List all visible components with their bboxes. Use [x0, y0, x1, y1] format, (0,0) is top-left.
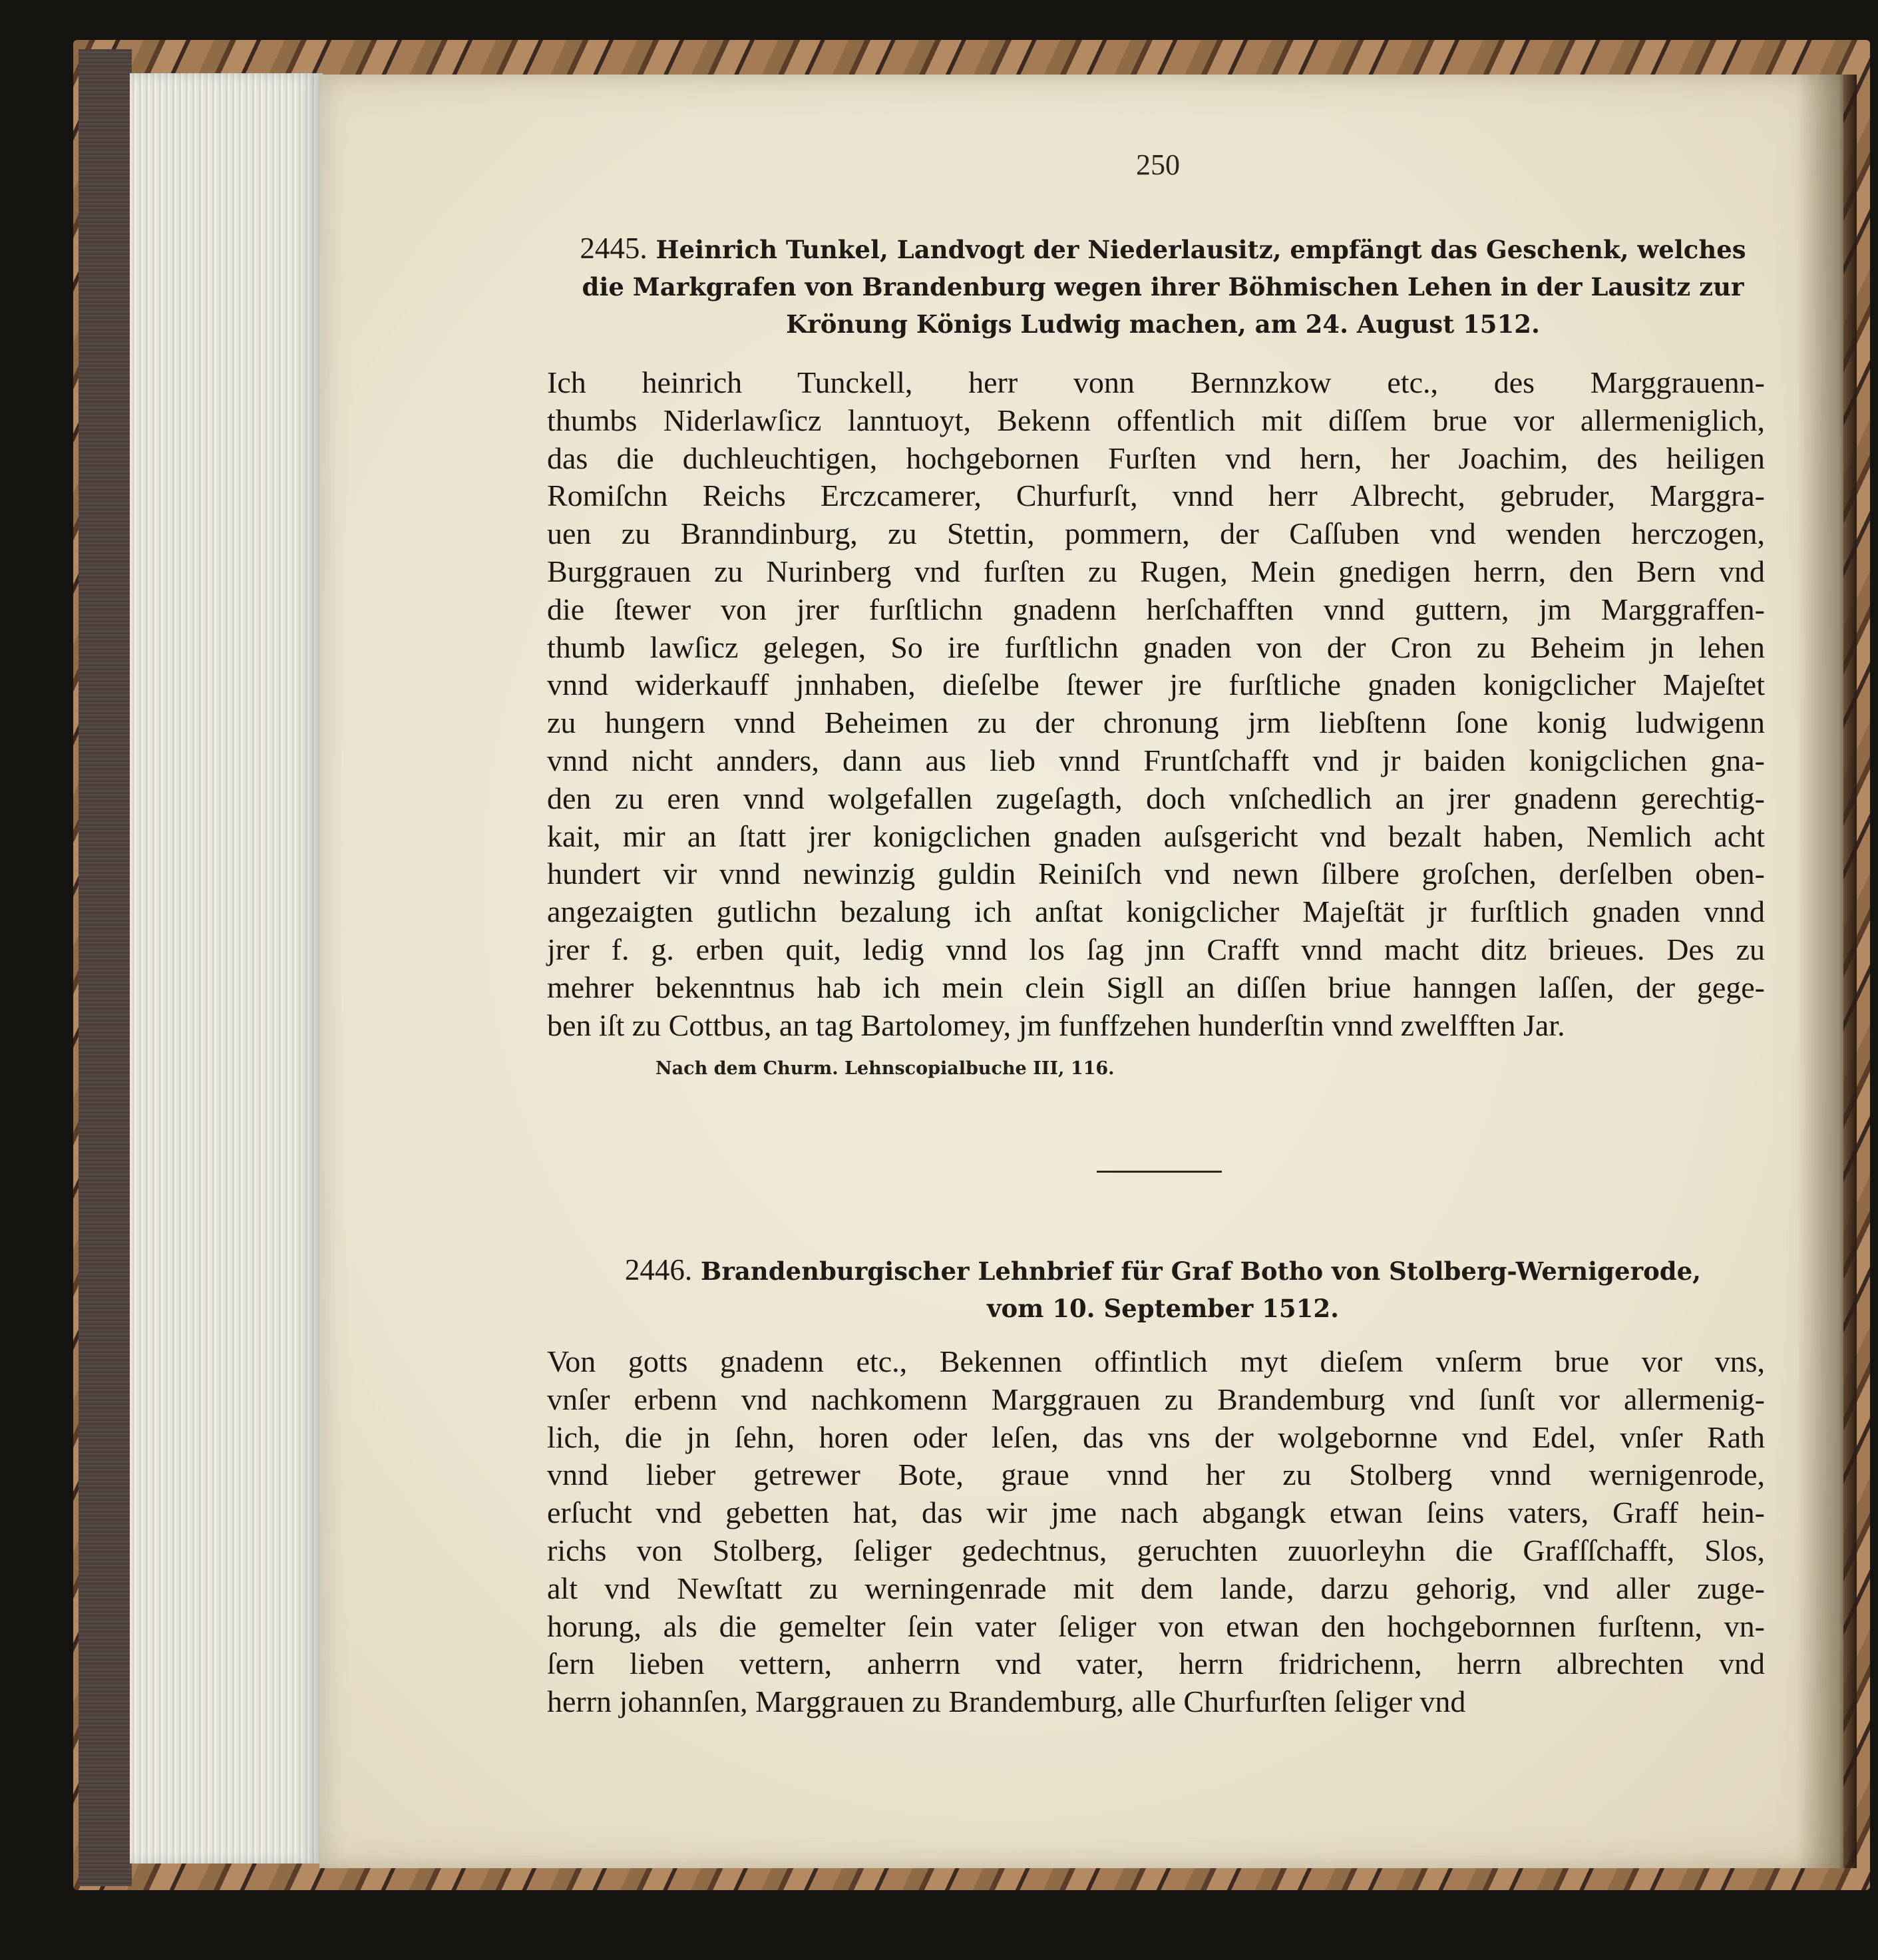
text-line: lich, die jn ſehn, horen oder leſen, das vns der wolgebornne vnd Edel, vnſer Rath: [547, 1420, 1765, 1454]
document-2446-body: [547, 1343, 1765, 1721]
document-2445-body: [547, 364, 1765, 1044]
text-line: vnſer erbenn vnd nachkomenn Marggrauen zu Brandemburg vnd ſunſt vor allermenig-: [547, 1382, 1765, 1416]
cover-cloth-edge: [79, 49, 132, 1886]
text-line: angezaigten gutlichn bezalung ich anſtat konigclicher Majeſtät jr furſtlich gnaden vnnd: [547, 894, 1765, 929]
document-2445-number: 2445.: [580, 232, 648, 265]
text-line: den zu eren vnnd wolgefallen zugeſagth, doch vnſchedlich an jrer gnadenn gerechtig-: [547, 781, 1765, 815]
text-line: richs von Stolberg, ſeliger gedechtnus, geruchten zuuorleyhn die Grafſſchafft, Slos,: [547, 1533, 1765, 1567]
text-line: hundert vir vnnd newinzig guldin Reiniſch vnd newn ſilbere groſchen, derſelben oben-: [547, 857, 1765, 891]
text-line: ſern lieben vettern, anherrn vnd vater, herrn fridrichenn, herrn albrechten vnd: [547, 1647, 1765, 1681]
spine-shadow: [1797, 75, 1857, 1868]
document-2446-number: 2446.: [624, 1253, 693, 1286]
document-2446-title-line-2: vom 10. September 1512.: [986, 1294, 1340, 1323]
text-line: thumbs Niderlawſicz lanntuoyt, Bekenn offentlich mit diſſem brue vor allermeniglich,: [547, 403, 1765, 437]
section-divider: [1097, 1171, 1222, 1173]
text-line: uen zu Branndinburg, zu Stettin, pommern, der Caſſuben vnd wenden herczogen,: [547, 516, 1765, 551]
document-2446-title-line-1: Brandenburgischer Lehnbrief für Graf Botho von Stolberg-Wernigerode,: [701, 1257, 1702, 1286]
text-line: ben iſt zu Cottbus, an tag Bartolomey, jm funffzehen hunderſtin vnnd zwelfften Jar.: [547, 1008, 1565, 1042]
text-line: das die duchleuchtigen, hochgebornen Furſten vnd hern, her Joachim, des heiligen: [547, 441, 1765, 475]
text-line: vnnd lieber getrewer Bote, graue vnnd her zu Stolberg vnnd wernigenrode,: [547, 1458, 1765, 1492]
text-line: horung, als die gemelter ſein vater ſeliger von etwan den hochgebornnen furſtenn, vn-: [547, 1609, 1765, 1643]
page-number: 250: [1136, 148, 1180, 181]
text-line: Burggrauen zu Nurinberg vnd furſten zu Rugen, Mein gnedigen herrn, den Bern vnd: [547, 554, 1765, 588]
text-line: mehrer bekenntnus hab ich mein clein Sigll an diſſen briue hanngen laſſen, der gege-: [547, 970, 1765, 1004]
text-line: erſucht vnd gebetten hat, das wir jme nach abgangk etwan ſeins vaters, Graff hein-: [547, 1495, 1765, 1530]
page-edges: [130, 73, 323, 1863]
document-2445-title: Heinrich Tunkel, Landvogt der Niederlausitz, empfängt das Geschenk, welches die Markgrafen von Brandenburg wegen ihrer Böhmischen Lehen in der Lausitz zur Krönung Königs Ludwig machen, am 24. August 1512.: [582, 235, 1746, 339]
text-line: Romiſchn Reichs Erczcamerer, Churfurſt, vnnd herr Albrecht, gebruder, Marggra-: [547, 479, 1765, 513]
document-2445-source: Nach dem Churm. Lehnscopialbuche III, 116.: [656, 1058, 1115, 1079]
document-2445-heading: [562, 230, 1764, 343]
text-line: Ich heinrich Tunckell, herr vonn Bernnzkow etc., des Marggrauenn-: [547, 365, 1765, 399]
text-line: zu hungern vnnd Beheimen zu der chronung jrm liebſtenn ſone konig ludwigenn: [547, 705, 1765, 740]
text-line: kait, mir an ſtatt jrer konigclichen gnaden auſsgericht vnd bezalt haben, Nemlich acht: [547, 819, 1765, 853]
text-line: vnnd nicht annders, dann aus lieb vnnd Fruntſchafft vnd jr baiden konigclichen gna-: [547, 743, 1765, 777]
text-line: herrn johannſen, Marggrauen zu Brandemburg, alle Churfurſten ſeliger vnd: [547, 1684, 1466, 1719]
text-line: alt vnd Newſtatt zu werningenrade mit dem lande, darzu gehorig, vnd aller zuge-: [547, 1571, 1765, 1605]
text-line: die ſtewer von jrer furſtlichn gnadenn herſchafften vnnd guttern, jm Marggraffen-: [547, 592, 1765, 626]
document-2446-heading: [562, 1251, 1764, 1327]
text-line: thumb lawſicz gelegen, So ire furſtlichn gnaden von der Cron zu Beheim jn lehen: [547, 630, 1765, 664]
text-line: jrer f. g. erben quit, ledig vnnd los ſag jnn Crafft vnnd macht ditz brieues. Des zu: [547, 932, 1765, 966]
text-line: Von gotts gnadenn etc., Bekennen offintlich myt dieſem vnſerm brue vor vns,: [547, 1344, 1765, 1378]
text-line: vnnd widerkauff jnnhaben, dieſelbe ſtewer jre furſtliche gnaden konigclicher Majeſtet: [547, 668, 1765, 702]
